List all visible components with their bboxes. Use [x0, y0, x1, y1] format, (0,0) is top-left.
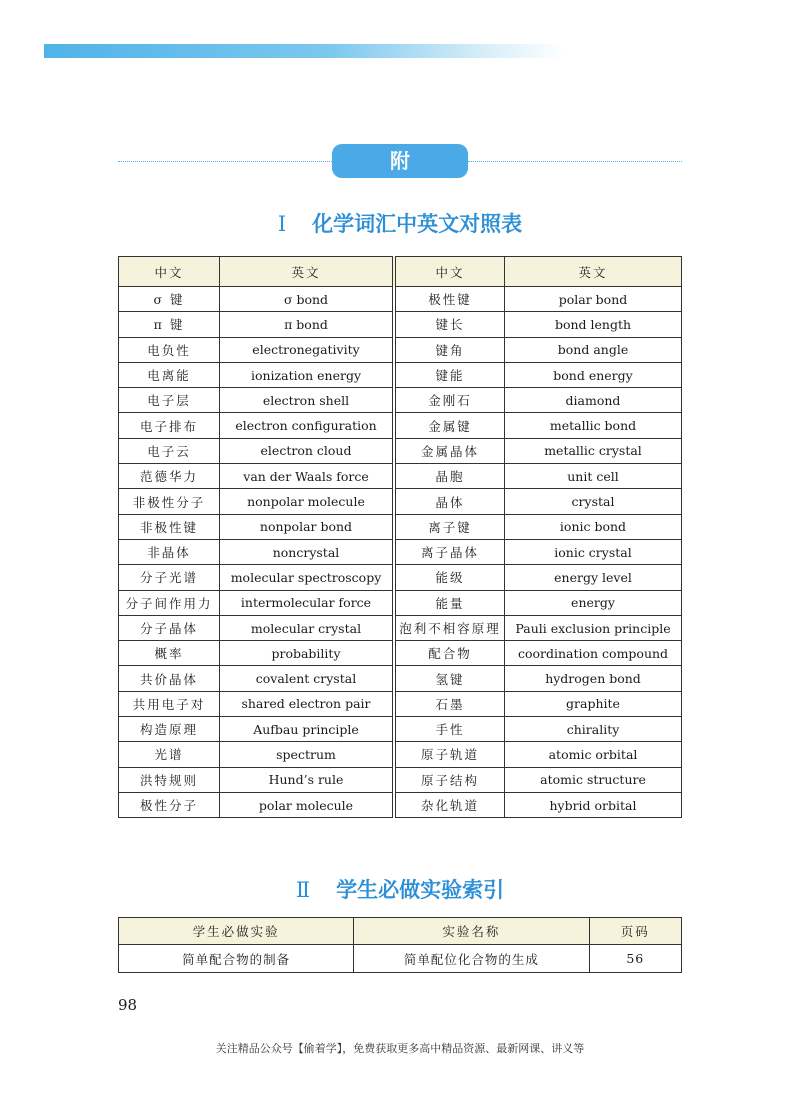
term-chinese-2: 离子晶体	[394, 539, 505, 564]
dotted-rule-left	[118, 161, 332, 162]
term-english-2: ionic crystal	[505, 539, 682, 564]
table-row	[119, 539, 682, 564]
table-row	[119, 514, 682, 539]
term-english-1: shared electron pair	[220, 691, 395, 716]
term-english-1: electron configuration	[220, 413, 395, 438]
term-english-2: metallic crystal	[505, 438, 682, 463]
term-english-2: energy	[505, 590, 682, 615]
col-header-experiment-name: 实验名称	[354, 918, 589, 945]
table-row	[119, 362, 682, 387]
table-row	[119, 565, 682, 590]
section-2-heading: 学生必做实验索引	[336, 878, 505, 902]
term-english-2: diamond	[505, 388, 682, 413]
term-chinese-1: 概率	[119, 641, 220, 666]
table-row	[119, 666, 682, 691]
term-english-2: bond length	[505, 312, 682, 337]
table-row	[119, 792, 682, 817]
term-chinese-2: 原子轨道	[394, 742, 505, 767]
section-2-title	[0, 874, 800, 904]
term-english-2: bond energy	[505, 362, 682, 387]
vocabulary-header-row	[119, 257, 682, 287]
term-english-1: covalent crystal	[220, 666, 395, 691]
table-row	[119, 413, 682, 438]
term-english-2: atomic orbital	[505, 742, 682, 767]
table-row	[119, 312, 682, 337]
experiment-name: 简单配位化合物的生成	[354, 945, 589, 973]
term-chinese-1: 分子光谱	[119, 565, 220, 590]
term-english-2: polar bond	[505, 287, 682, 312]
term-english-1: intermolecular force	[220, 590, 395, 615]
table-row	[119, 717, 682, 742]
term-chinese-1: 非极性键	[119, 514, 220, 539]
experiment-header-row	[119, 918, 682, 945]
term-chinese-2: 石墨	[394, 691, 505, 716]
term-chinese-1: 电离能	[119, 362, 220, 387]
col-header-english-2: 英文	[505, 257, 682, 287]
term-english-1: Aufbau principle	[220, 717, 395, 742]
term-chinese-1: 共用电子对	[119, 691, 220, 716]
term-english-1: electron cloud	[220, 438, 395, 463]
term-english-1: polar molecule	[220, 792, 395, 817]
dotted-rule-right	[468, 161, 682, 162]
term-chinese-1: 电子排布	[119, 413, 220, 438]
term-english-2: Pauli exclusion principle	[505, 615, 682, 640]
term-chinese-1: π 键	[119, 312, 220, 337]
table-row	[119, 742, 682, 767]
appendix-header	[118, 144, 682, 207]
term-chinese-2: 晶体	[394, 489, 505, 514]
term-english-2: atomic structure	[505, 767, 682, 792]
term-english-1: probability	[220, 641, 395, 666]
term-chinese-1: 共价晶体	[119, 666, 220, 691]
table-row	[119, 464, 682, 489]
term-chinese-2: 金属键	[394, 413, 505, 438]
term-english-1: electron shell	[220, 388, 395, 413]
top-decorative-bar	[44, 44, 564, 58]
term-chinese-1: 电子云	[119, 438, 220, 463]
required-experiment: 简单配合物的制备	[119, 945, 354, 973]
term-english-2: hybrid orbital	[505, 792, 682, 817]
section-2-numeral: Ⅱ	[295, 878, 311, 902]
term-chinese-1: 电子层	[119, 388, 220, 413]
col-header-chinese-1: 中文	[119, 257, 220, 287]
experiment-index-table	[118, 917, 682, 973]
term-chinese-2: 极性键	[394, 287, 505, 312]
term-english-1: ionization energy	[220, 362, 395, 387]
col-header-chinese-2: 中文	[394, 257, 505, 287]
table-row	[119, 615, 682, 640]
term-english-2: ionic bond	[505, 514, 682, 539]
table-row	[119, 641, 682, 666]
page-number: 98	[118, 996, 138, 1014]
table-row	[119, 337, 682, 362]
col-header-required-experiment: 学生必做实验	[119, 918, 354, 945]
term-chinese-2: 原子结构	[394, 767, 505, 792]
term-chinese-2: 离子键	[394, 514, 505, 539]
term-chinese-2: 泡利不相容原理	[394, 615, 505, 640]
term-english-1: π bond	[220, 312, 395, 337]
term-chinese-2: 配合物	[394, 641, 505, 666]
term-english-2: hydrogen bond	[505, 666, 682, 691]
table-row	[119, 590, 682, 615]
term-english-1: electronegativity	[220, 337, 395, 362]
table-row	[119, 767, 682, 792]
table-row	[119, 287, 682, 312]
term-chinese-1: 非晶体	[119, 539, 220, 564]
table-row	[119, 489, 682, 514]
term-chinese-1: 极性分子	[119, 792, 220, 817]
page-ref: 56	[589, 945, 681, 973]
table-row	[119, 388, 682, 413]
term-chinese-2: 键能	[394, 362, 505, 387]
term-english-2: coordination compound	[505, 641, 682, 666]
term-chinese-1: 非极性分子	[119, 489, 220, 514]
term-chinese-2: 键长	[394, 312, 505, 337]
term-english-2: crystal	[505, 489, 682, 514]
vocabulary-body	[119, 287, 682, 818]
section-1-numeral: Ⅰ	[277, 212, 287, 236]
table-row	[119, 945, 682, 973]
section-1-title	[0, 208, 800, 238]
term-chinese-2: 能级	[394, 565, 505, 590]
term-english-2: energy level	[505, 565, 682, 590]
term-english-1: nonpolar molecule	[220, 489, 395, 514]
vocabulary-table	[118, 256, 682, 818]
experiment-body	[119, 945, 682, 973]
term-english-1: molecular spectroscopy	[220, 565, 395, 590]
term-chinese-1: σ 键	[119, 287, 220, 312]
term-chinese-1: 分子间作用力	[119, 590, 220, 615]
term-chinese-2: 金属晶体	[394, 438, 505, 463]
term-english-2: metallic bond	[505, 413, 682, 438]
term-english-1: nonpolar bond	[220, 514, 395, 539]
term-english-1: van der Waals force	[220, 464, 395, 489]
term-english-1: molecular crystal	[220, 615, 395, 640]
table-row	[119, 438, 682, 463]
term-english-1: σ bond	[220, 287, 395, 312]
term-chinese-1: 范德华力	[119, 464, 220, 489]
term-english-2: bond angle	[505, 337, 682, 362]
term-english-2: graphite	[505, 691, 682, 716]
term-chinese-1: 洪特规则	[119, 767, 220, 792]
section-1-heading: 化学词汇中英文对照表	[312, 212, 523, 236]
term-chinese-2: 晶胞	[394, 464, 505, 489]
col-header-page: 页码	[589, 918, 681, 945]
appendix-badge: 附录	[332, 144, 468, 178]
term-chinese-2: 键角	[394, 337, 505, 362]
term-english-2: unit cell	[505, 464, 682, 489]
col-header-english-1: 英文	[220, 257, 395, 287]
term-english-1: noncrystal	[220, 539, 395, 564]
term-chinese-1: 电负性	[119, 337, 220, 362]
footer-note: 关注精品公众号【偷着学】，免费获取更多高中精品资源、最新网课、讲义等	[215, 1042, 585, 1055]
term-chinese-2: 杂化轨道	[394, 792, 505, 817]
term-english-2: chirality	[505, 717, 682, 742]
table-row	[119, 691, 682, 716]
term-chinese-2: 氢键	[394, 666, 505, 691]
term-chinese-2: 手性	[394, 717, 505, 742]
term-chinese-2: 金刚石	[394, 388, 505, 413]
term-english-1: spectrum	[220, 742, 395, 767]
term-chinese-1: 光谱	[119, 742, 220, 767]
term-chinese-1: 分子晶体	[119, 615, 220, 640]
term-chinese-2: 能量	[394, 590, 505, 615]
term-chinese-1: 构造原理	[119, 717, 220, 742]
term-english-1: Hund’s rule	[220, 767, 395, 792]
